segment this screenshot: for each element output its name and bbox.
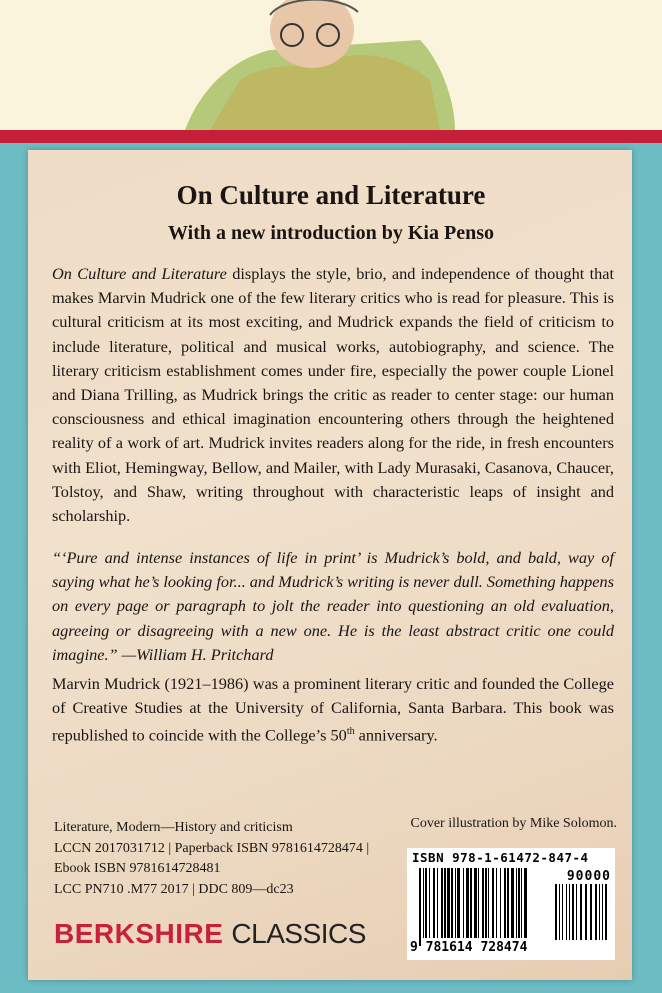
cover-illustration: [0, 0, 662, 130]
brand-light: CLASSICS: [231, 918, 366, 949]
cover-credit: Cover illustration by Mike Solomon.: [410, 816, 617, 831]
author-bio: [52, 672, 614, 748]
portrait-illustration: [0, 0, 662, 130]
barcode-addon: 90000: [566, 869, 611, 884]
book-subtitle: With a new introduction by Kia Penso: [168, 222, 494, 244]
bio-end: anniversary.: [354, 725, 438, 745]
barcode-isbn: ISBN 978-1-61472-847-4: [412, 850, 589, 865]
lcc-ddc: LCC PN710 .M77 2017 | DDC 809—dc23: [54, 881, 294, 897]
description-text: displays the style, brio, and independence of thought that makes Marvin Mudrick one of the few literary critics who is read for pleasure. This is cultural criticism at its most exciting, and Mudrick expands the field of criticism to include literature, political and musical works, autobiography, and science. The literary criticism establishment comes under fire, especially the power couple Lionel and Diana Trilling, as Mudrick brings the critic as reader to center stage: our human consciousness and ethical imagination encountering others through the heightened reality of a work of art. Mudrick invites readers along for the ride, in fresh encounters with Eliot, Hemingway, Bellow, and Mailer, with Lady Murasaki, Casanova, Chaucer, Tolstoy, and Shaw, writing throughout with characteristic leaps of insight and scholarship.: [52, 264, 614, 526]
barcode-number: 9 781614 728474: [410, 940, 528, 955]
catalog-info: [54, 818, 369, 900]
red-band: [0, 130, 662, 143]
bio-text: Marvin Mudrick (1921–1986) was a prominent literary critic and founded the College of Creative Studies at the University of California, Santa Barbara. This book was republished to coincide with the College’s 50: [52, 674, 614, 745]
description: [52, 262, 614, 528]
isbn-barcode: [407, 848, 615, 960]
subject: Literature, Modern—History and criticism: [54, 820, 293, 835]
description-title: On Culture and Literature: [52, 264, 227, 283]
lccn-isbn: LCCN 2017031712 | Paperback ISBN 9781614728474 |: [54, 840, 370, 856]
publisher-logo: [54, 918, 366, 950]
brand-bold: BERKSHIRE: [54, 918, 224, 949]
bio-sup: th: [346, 726, 355, 738]
ebook-isbn: Ebook ISBN 9781614728481: [54, 861, 221, 876]
review-quote: “‘Pure and intense instances of life in print’ is Mudrick’s bold, and bald, way of saying what he’s looking for... and Mudrick’s writing is never dull. Something happens on every page or paragraph to jolt the reader into questioning an old evaluation, agreeing or disagreeing with a new one. He is the least abstract critic one could imagine.” —William H. Pritchard: [52, 548, 614, 664]
barcode-bars: [419, 868, 611, 948]
book-title: On Culture and Literature: [176, 180, 486, 210]
